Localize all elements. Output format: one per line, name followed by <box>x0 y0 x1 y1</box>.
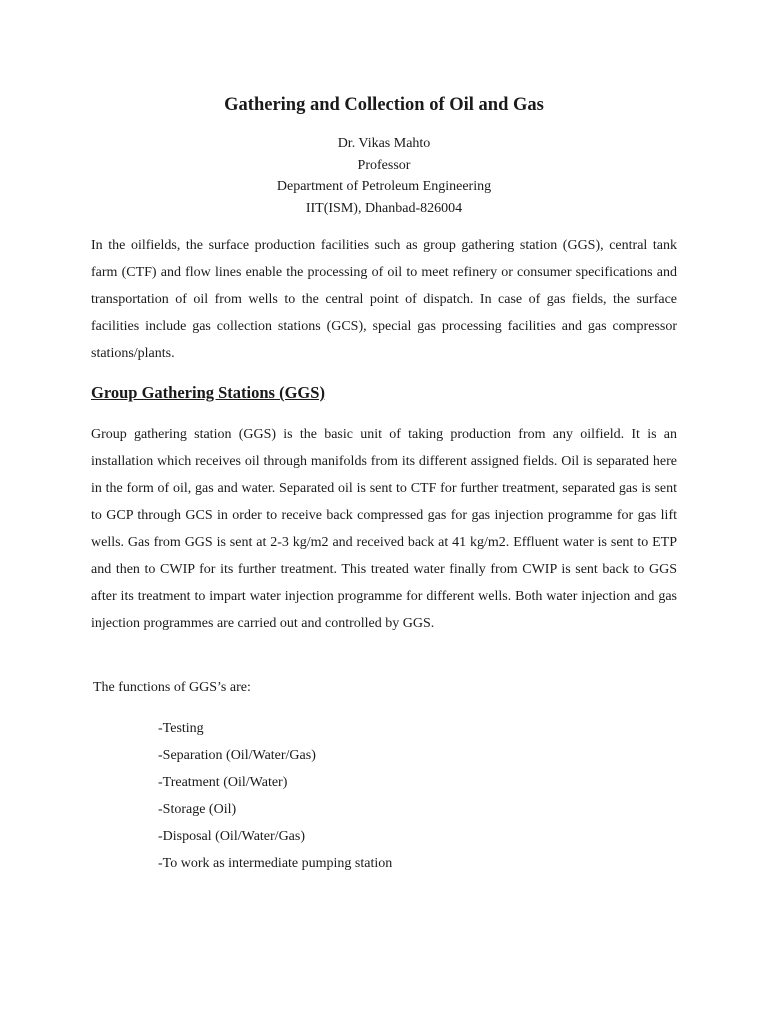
author-block <box>0 133 768 219</box>
document-title: Gathering and Collection of Oil and Gas <box>224 95 544 115</box>
functions-list <box>158 718 392 880</box>
list-item: -Testing <box>158 721 204 736</box>
list-item: -Treatment (Oil/Water) <box>158 775 288 790</box>
author-department: Department of Petroleum Engineering <box>276 179 492 194</box>
functions-intro: The functions of GGS’s are: <box>93 680 251 695</box>
section-body-paragraph: Group gathering station (GGS) is the basic unit of taking production from any oilfield. It is an installation which receives oil through manifolds from its different assigned fields. Oil is separated here in the form of oil, gas and water. Separated oil is sent to CTF for further treatment, separated gas is sent to GCP through GCS in order to receive back compressed gas for gas injection programme for gas lift wells. Gas from GGS is sent at 2-3 kg/m2 and received back at 41 kg/m2. Effluent water is sent to ETP and then to CWIP for its further treatment. This treated water finally from CWIP is sent back to GGS after its treatment to impart water injection programme for different wells. Both water injection and gas injection programmes are carried out and controlled by GGS. <box>91 427 677 631</box>
intro-paragraph: In the oilfields, the surface production facilities such as group gathering station (GGS), central tank farm (CTF) and flow lines enable the processing of oil to meet refinery or consumer specifications and transportation of oil from wells to the central point of dispatch. In case of gas fields, the surface facilities include gas collection stations (GCS), special gas processing facilities and gas compressor stations/plants. <box>91 238 677 361</box>
list-item: -Storage (Oil) <box>158 802 237 817</box>
author-designation: Professor <box>357 157 411 173</box>
author-name: Dr. Vikas Mahto <box>337 136 431 151</box>
author-institute: IIT(ISM), Dhanbad-826004 <box>305 200 463 216</box>
list-item: -Separation (Oil/Water/Gas) <box>158 748 316 763</box>
section-heading: Group Gathering Stations (GGS) <box>91 383 325 402</box>
list-item: -Disposal (Oil/Water/Gas) <box>158 829 305 844</box>
list-item: -To work as intermediate pumping station <box>158 856 393 871</box>
